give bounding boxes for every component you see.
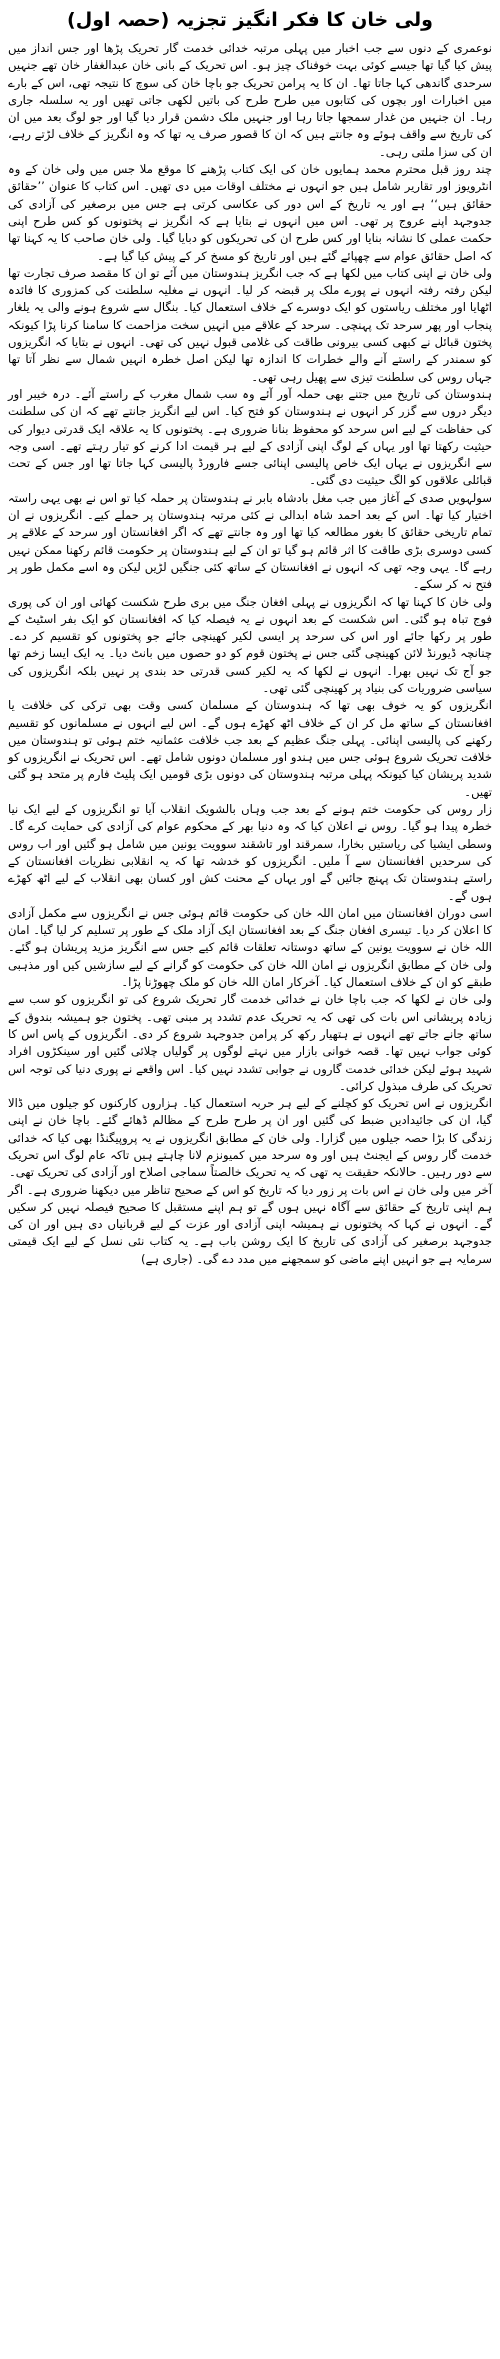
paragraph: انگریزوں کو یہ خوف بھی تھا کہ ہندوستان کے مسلمان کسی وقت بھی ترکی کی خلافت یا افغانستان کے ساتھ مل کر ان کے خلاف اٹھ کھڑے ہوں گے۔ اس لیے انہوں نے مسلمانوں کو تقسیم رکھنے کی پالیسی اپنائی۔ پہلی جنگ عظیم کے بعد جب خلافت عثمانیہ ختم ہوئی تو ہندوستان میں خلافت تحریک شروع ہوئی جس میں ہندو اور مسلمان دونوں شامل تھے۔ اس تحریک نے انگریزوں کو شدید پریشان کیا کیونکہ پہلی مرتبہ ہندوستان کی دونوں بڑی قومیں ایک پلیٹ فارم پر متحد ہو گئی تھیں۔ bbox=[8, 698, 492, 799]
paragraph: ولی خان نے لکھا کہ جب باچا خان نے خدائی خدمت گار تحریک شروع کی تو انگریزوں کو سب سے زیادہ پریشانی اس بات کی تھی کہ یہ تحریک عدم تشدد پر مبنی تھی۔ پختون جو ہمیشہ بندوق کے ساتھ جانے جاتے تھے انہوں نے ہتھیار رکھ کر پرامن جدوجہد شروع کر دی۔ انگریزوں کے پاس اس کا کوئی جواب نہیں تھا۔ قصہ خوانی بازار میں نہتے لوگوں پر گولیاں چلائی گئیں اور سینکڑوں افراد شہید ہوئے لیکن خدائی خدمت گاروں نے جوابی تشدد نہیں کیا۔ اس واقعے نے پوری دنیا کی توجہ اس تحریک کی طرف مبذول کرائی۔ bbox=[8, 992, 492, 1093]
paragraph: ولی خان نے اپنی کتاب میں لکھا ہے کہ جب انگریز ہندوستان میں آئے تو ان کا مقصد صرف تجارت تھا لیکن رفتہ رفتہ انہوں نے پورے ملک پر قبضہ کر لیا۔ انہوں نے مغلیہ سلطنت کی کمزوری کا فائدہ اٹھایا اور مختلف ریاستوں کو ایک دوسرے کے خلاف استعمال کیا۔ بنگال سے شروع ہونے والی یہ یلغار پنجاب اور پھر سرحد تک پہنچی۔ سرحد کے علاقے میں انہیں سخت مزاحمت کا سامنا کرنا پڑا کیونکہ پختون قبائل نے کبھی کسی بیرونی طاقت کی غلامی قبول نہیں کی تھی۔ انہوں نے بتایا کہ انگریزوں کو سمندر کے راستے آنے والے خطرات کا اندازہ تھا لیکن اصل خطرہ انہیں شمال سے نظر آتا تھا جہاں روس کی سلطنت تیزی سے پھیل رہی تھی۔ bbox=[8, 265, 492, 384]
paragraph: چند روز قبل محترم محمد ہمایوں خان کی ایک کتاب پڑھنے کا موقع ملا جس میں ولی خان کے وہ انٹرویوز اور تقاریر شامل ہیں جو انہوں نے مختلف اوقات میں دی تھیں۔ اس کتاب کا عنوان ’’حقائق حقائق ہیں‘‘ ہے اور یہ تاریخ کے اس دور کی عکاسی کرتی ہے جس میں برصغیر کی آزادی کی جدوجہد اپنے عروج پر تھی۔ اس میں انہوں نے بتایا ہے کہ انگریز نے پختونوں کو کس طرح اپنی حکمت عملی کا نشانہ بنایا اور کس طرح ان کی تحریکوں کو دبایا گیا۔ ولی خان صاحب کا یہ کہنا تھا کہ اصل حقائق عوام سے چھپائے گئے ہیں اور تاریخ کو مسخ کر کے پیش کیا گیا ہے۔ bbox=[8, 162, 492, 263]
paragraph: نوعمری کے دنوں سے جب اخبار میں پہلی مرتبہ خدائی خدمت گار تحریک پڑھا اور جس انداز میں پیش کیا گیا تھا جیسے کوئی بہت خوفناک چیز ہو۔ اس تحریک کے بانی خان عبدالغفار خان تھے جنہیں سرحدی گاندھی کہا جاتا تھا۔ ان کا یہ پرامن تحریک جو باچا خان کی سوچ کا نتیجہ تھی، اس کے بارے میں اخبارات اور بچوں کی کتابوں میں طرح طرح کی باتیں لکھی جاتی تھیں اور یہ سلسلہ جاری رہا۔ ان جنہیں من غدار سمجھا جاتا رہا اور جنہیں ملک دشمن قرار دیا گیا اور جو لوگ بعد میں ان کی تاریخ سے واقف ہوئے وہ جانتے ہیں کہ ان کا قصور صرف یہ تھا کہ وہ انگریز کے خلاف لڑتے رہے، ان کی سزا ملتی رہی۔ bbox=[8, 41, 492, 159]
article-title: ولی خان کا فکر انگیز تجزیہ (حصہ اول) bbox=[67, 9, 433, 31]
article bbox=[8, 6, 492, 2351]
paragraph: اسی دوران افغانستان میں امان اللہ خان کی حکومت قائم ہوئی جس نے انگریزوں سے مکمل آزادی کا اعلان کر دیا۔ تیسری افغان جنگ کے بعد افغانستان ایک آزاد ملک کے طور پر تسلیم کر لیا گیا۔ امان اللہ خان نے سوویت یونین کے ساتھ دوستانہ تعلقات قائم کیے جس سے انگریز مزید پریشان ہو گئے۔ ولی خان کے مطابق انگریزوں نے امان اللہ خان کی حکومت کو گرانے کے لیے سازشیں کیں اور مذہبی طبقے کو ان کے خلاف استعمال کیا۔ آخرکار امان اللہ خان کو ملک چھوڑنا پڑا۔ bbox=[8, 905, 492, 990]
paragraph: سولہویں صدی کے آغاز میں جب مغل بادشاہ بابر نے ہندوستان پر حملہ کیا تو اس نے بھی یہی راستہ اختیار کیا تھا۔ اس کے بعد احمد شاہ ابدالی نے کئی مرتبہ ہندوستان پر حملے کیے۔ انگریزوں نے ان تمام تاریخی حقائق کا بغور مطالعہ کیا تھا اور وہ جانتے تھے کہ اگر افغانستان اور سرحد کے علاقے پر کسی دوسری بڑی طاقت کا اثر قائم ہو گیا تو ان کے لیے ہندوستان پر حکومت قائم رکھنا ممکن نہیں رہے گا۔ یہی وجہ تھی کہ انہوں نے افغانستان کے ساتھ کئی جنگیں لڑیں لیکن وہ اسے مکمل طور پر فتح نہ کر سکے۔ bbox=[8, 490, 492, 592]
paragraph: ہندوستان کی تاریخ میں جتنے بھی حملہ آور آئے وہ سب شمال مغرب کے راستے آئے۔ درہ خیبر اور دیگر دروں سے گزر کر انہوں نے ہندوستان کو فتح کیا۔ اس لیے انگریز جانتے تھے کہ ان کی سلطنت کی حفاظت کے لیے اس سرحد کو محفوظ بنانا ضروری ہے۔ پختونوں کا یہ علاقہ ایک قدرتی دیوار کی حیثیت رکھتا تھا اور یہاں کے لوگ اپنی آزادی کے لیے ہر قیمت ادا کرنے کو تیار رہتے تھے۔ اسی وجہ سے انگریزوں نے یہاں ایک خاص پالیسی اپنائی جسے فارورڈ پالیسی کہا جاتا تھا اور جس کے تحت قبائلی علاقوں کو الگ حیثیت دی گئی۔ bbox=[8, 386, 492, 488]
paragraph: زار روس کی حکومت ختم ہونے کے بعد جب وہاں بالشویک انقلاب آیا تو انگریزوں کے لیے ایک نیا خطرہ پیدا ہو گیا۔ روس نے اعلان کیا کہ وہ دنیا بھر کے محکوم عوام کی آزادی کی حمایت کرے گا۔ وسطی ایشیا کی ریاستیں بخارا، سمرقند اور تاشقند سوویت یونین میں شامل ہو گئیں اور اب روس کی سرحدیں افغانستان سے آ ملیں۔ انگریزوں کو خدشہ تھا کہ یہ انقلابی نظریات افغانستان کے راستے ہندوستان تک پہنچ جائیں گے اور یہاں کے محنت کش اور کسان بھی انقلاب کے لیے اٹھ کھڑے ہوں گے۔ bbox=[8, 802, 492, 903]
paragraph: ولی خان کا کہنا تھا کہ انگریزوں نے پہلی افغان جنگ میں بری طرح شکست کھائی اور ان کی پوری فوج تباہ ہو گئی۔ اس شکست کے بعد انہوں نے یہ فیصلہ کیا کہ افغانستان کو ایک بفر اسٹیٹ کے طور پر رکھا جائے اور اس کی سرحد پر ایسی لکیر کھینچی جائے جو پختونوں کو تقسیم کر دے۔ چنانچہ ڈیورنڈ لائن کھینچی گئی جس نے پختون قوم کو دو حصوں میں بانٹ دیا۔ یہ ایک ایسا زخم تھا جو آج تک نہیں بھرا۔ انہوں نے لکھا کہ یہ لکیر کسی قدرتی حد بندی پر نہیں بلکہ انگریزوں کی سیاسی ضروریات کی بنیاد پر کھینچی گئی تھی۔ bbox=[8, 594, 492, 695]
article-body bbox=[8, 40, 492, 1268]
paragraph: انگریزوں نے اس تحریک کو کچلنے کے لیے ہر حربہ استعمال کیا۔ ہزاروں کارکنوں کو جیلوں میں ڈالا گیا، ان کی جائیدادیں ضبط کی گئیں اور ان پر طرح طرح کے مظالم ڈھائے گئے۔ باچا خان نے اپنی زندگی کا بڑا حصہ جیلوں میں گزارا۔ ولی خان کے مطابق انگریزوں نے یہ پروپیگنڈا بھی کیا کہ خدائی خدمت گار روس کے ایجنٹ ہیں اور وہ سرحد میں کمیونزم لانا چاہتے ہیں تاکہ عام لوگ اس تحریک سے دور رہیں۔ حالانکہ حقیقت یہ تھی کہ یہ تحریک خالصتاً سماجی اصلاح اور آزادی کی تحریک تھی۔ bbox=[8, 1096, 492, 1180]
paragraph: آخر میں ولی خان نے اس بات پر زور دیا کہ تاریخ کو اس کے صحیح تناظر میں دیکھنا ضروری ہے۔ اگر ہم اپنی تاریخ کے حقائق سے آگاہ نہیں ہوں گے تو ہم اپنے مستقبل کا صحیح فیصلہ نہیں کر سکیں گے۔ انہوں نے کہا کہ پختونوں نے ہمیشہ اپنی آزادی اور عزت کے لیے قربانیاں دی ہیں اور ان کی جدوجہد برصغیر کی آزادی کی تاریخ کا ایک روشن باب ہے۔ یہ کتاب نئی نسل کے لیے ایک قیمتی سرمایہ ہے جو انہیں اپنے ماضی کو سمجھنے میں مدد دے گی۔ (جاری ہے) bbox=[8, 1182, 492, 1266]
